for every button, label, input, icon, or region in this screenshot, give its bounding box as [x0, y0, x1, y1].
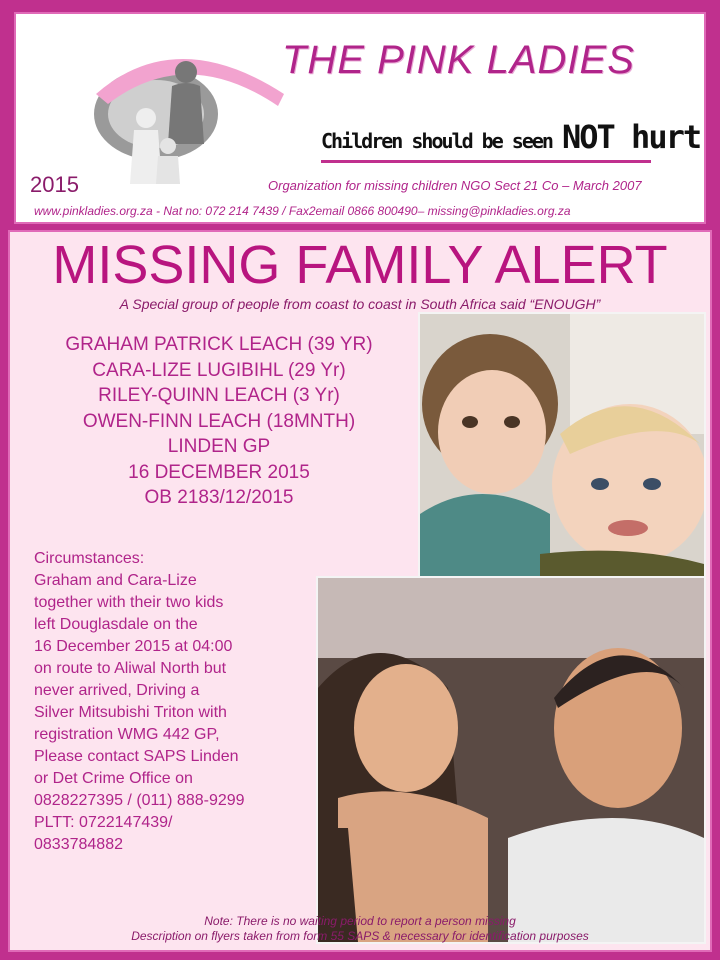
case-number-line: OB 2183/12/2015 [144, 487, 294, 508]
alert-subtitle: A Special group of people from coast to coast in South Africa said “ENOUGH” [119, 296, 601, 312]
location-line: LINDEN GP [167, 436, 271, 457]
footer-description: Description on flyers taken from form 55 SAPS & necessary for identification purposes [131, 929, 589, 943]
circumstances-line: left Douglasdale on the [34, 616, 198, 633]
alert-title: MISSING FAMILY ALERT [52, 235, 668, 295]
person-line: CARA-LIZE LUGIBIHL (29 Yr) [92, 359, 346, 381]
circumstances-line: Graham and Cara-Lize [34, 572, 197, 589]
footer-note: Note: There is no waiting period to report a person missing [204, 914, 516, 928]
circumstances-text [34, 548, 334, 856]
person-line: RILEY-QUINN LEACH (3 Yr) [98, 385, 340, 406]
header-panel [14, 12, 706, 224]
year: 2015 [30, 172, 79, 197]
tagline-underline [321, 160, 651, 163]
footer-notes [10, 914, 710, 944]
circumstances-line: together with their two kids [34, 594, 224, 611]
contact-line: www.pinkladies.org.za - Nat no: 072 214 7439 / Fax2email 0866 800490– missing@pinkladies.org.za [34, 204, 571, 218]
circumstances-line: on route to Aliwal North but [34, 660, 227, 677]
tagline [321, 118, 700, 156]
parents-photo [316, 576, 706, 944]
circumstances-line: Silver Mitsubishi Triton with [34, 704, 227, 721]
pink-ladies-logo [86, 34, 286, 184]
circumstances-line: or Det Crime Office on [34, 770, 193, 787]
circumstances-line: Please contact SAPS Linden [34, 748, 239, 765]
circumstances-line: PLTT: 0722147439/ [34, 814, 173, 831]
tagline-part1: Children should be seen [321, 129, 562, 153]
person-line: GRAHAM PATRICK LEACH (39 YR) [65, 334, 373, 355]
tagline-part2: NOT hurt [561, 118, 701, 156]
person-line: OWEN-FINN LEACH (18MNTH) [82, 410, 356, 432]
circumstances-line: 0833784882 [34, 836, 123, 853]
missing-persons-list [18, 332, 420, 511]
circumstances-line: 16 December 2015 at 04:00 [34, 638, 233, 655]
circumstances-line: 0828227395 / (011) 888-9299 [34, 792, 245, 809]
date-line: 16 DECEMBER 2015 [128, 461, 310, 483]
alert-panel [8, 230, 712, 952]
children-photo [418, 312, 706, 590]
circumstances-line: never arrived, Driving a [34, 682, 200, 699]
circumstances-line: Circumstances: [34, 550, 145, 567]
org-description: Organization for missing children NGO Sect 21 Co – March 2007 [268, 178, 642, 193]
org-title: THE PINK LADIES [282, 38, 635, 82]
circumstances-line: registration WMG 442 GP, [34, 726, 220, 743]
